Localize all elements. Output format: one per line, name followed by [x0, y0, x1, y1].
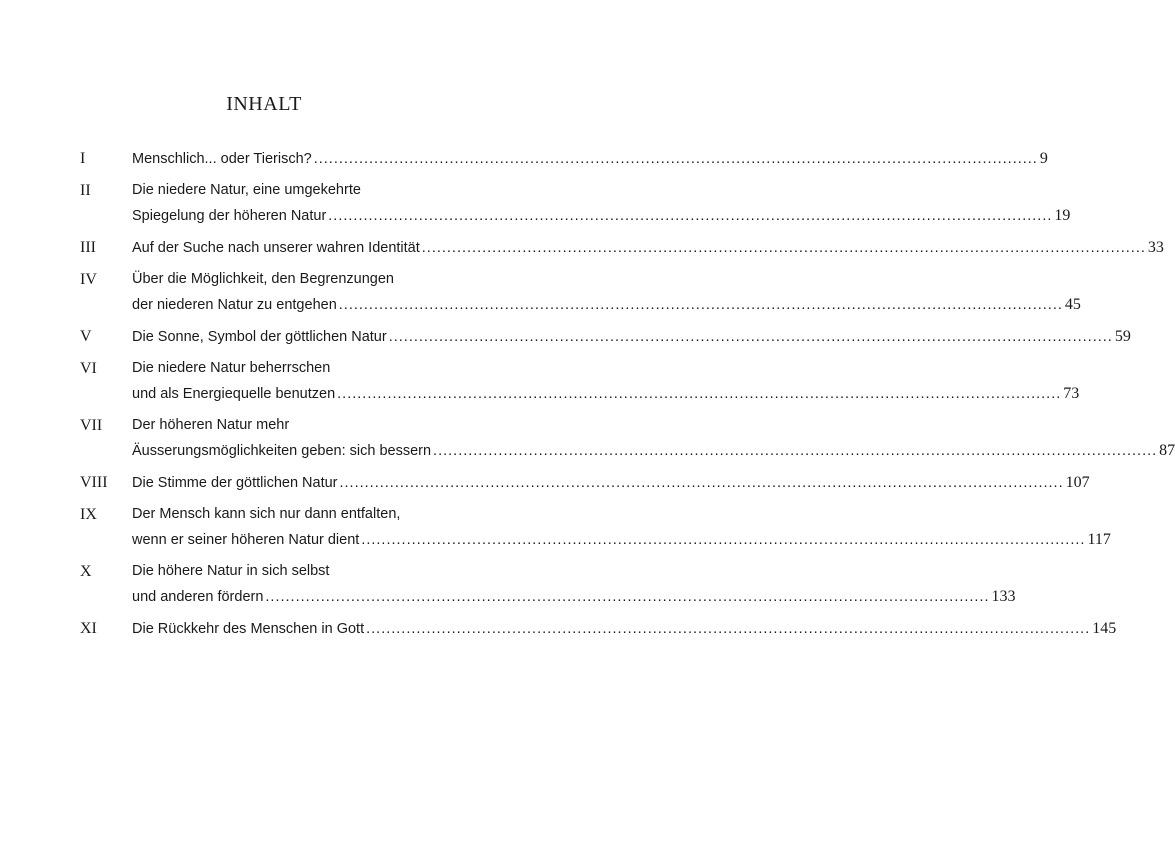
chapter-title-line: Der höheren Natur mehr: [132, 417, 290, 433]
dot-leader: [422, 236, 1146, 261]
table-of-contents: [80, 146, 1175, 648]
chapter-title-line: der niederen Natur zu entgehen: [132, 297, 337, 313]
chapter-title-line: wenn er seiner höheren Natur dient: [132, 532, 360, 548]
toc-entry: [80, 356, 1080, 407]
chapter-title-line: Die höhere Natur in sich selbst: [132, 563, 330, 579]
chapter-title-block: [132, 146, 1048, 172]
toc-entry: [80, 559, 1016, 610]
chapter-title-final-line: [132, 203, 1071, 229]
chapter-numeral: VI: [80, 360, 97, 377]
dot-leader: [265, 585, 989, 610]
chapter-title-line: Über die Möglichkeit, den Begrenzungen: [132, 271, 394, 287]
chapter-title-block: [132, 178, 1071, 229]
chapter-title-final-line: [132, 438, 1175, 464]
chapter-title-line: Auf der Suche nach unserer wahren Identität: [132, 240, 420, 256]
chapter-title-final-line: [132, 381, 1080, 407]
chapter-title-line: Der Mensch kann sich nur dann entfalten,: [132, 506, 401, 522]
chapter-title-block: [132, 616, 1117, 642]
page-number: 59: [1114, 328, 1131, 345]
chapter-title-final-line: [132, 292, 1081, 318]
chapter-title-final-line: [132, 324, 1131, 350]
chapter-numeral: VII: [80, 417, 103, 434]
chapter-title-line: Menschlich... oder Tierisch?: [132, 151, 312, 167]
chapter-title-line: Die Sonne, Symbol der göttlichen Natur: [132, 329, 387, 345]
toc-entry: [80, 413, 1175, 464]
chapter-title-line: und als Energiequelle benutzen: [132, 386, 336, 402]
page-number: 133: [991, 588, 1016, 605]
chapter-numeral: IV: [80, 271, 97, 288]
chapter-title-line: Die Stimme der göttlichen Natur: [132, 475, 338, 491]
chapter-numeral: V: [80, 328, 92, 345]
chapter-numeral: I: [80, 150, 86, 167]
toc-entry: [80, 235, 1164, 261]
dot-leader: [314, 147, 1038, 172]
chapter-title-block: [132, 324, 1131, 350]
dot-leader: [389, 325, 1113, 350]
dot-leader: [433, 439, 1157, 464]
toc-entry: [80, 616, 1117, 642]
chapter-title-block: [132, 470, 1090, 496]
page-number: 33: [1147, 239, 1164, 256]
chapter-title-final-line: [132, 616, 1117, 642]
chapter-title-block: [132, 413, 1175, 464]
toc-entry: [80, 470, 1090, 496]
page-number: 9: [1039, 150, 1048, 167]
toc-entry: [80, 146, 1048, 172]
page-number: 107: [1065, 474, 1090, 491]
chapter-title-block: [132, 235, 1164, 261]
chapter-numeral: VIII: [80, 474, 108, 491]
chapter-title-line: Die niedere Natur beherrschen: [132, 360, 331, 376]
chapter-title-final-line: [132, 146, 1048, 172]
dot-leader: [339, 293, 1063, 318]
chapter-title-line: und anderen fördern: [132, 589, 264, 605]
page-number: 87: [1159, 442, 1175, 459]
chapter-numeral: II: [80, 182, 91, 199]
dot-leader: [337, 382, 1061, 407]
page-number: 73: [1063, 385, 1080, 402]
toc-entry: [80, 324, 1131, 350]
chapter-title-block: [132, 502, 1111, 553]
chapter-title-block: [132, 267, 1081, 318]
chapter-numeral: IX: [80, 506, 97, 523]
dot-leader: [361, 528, 1085, 553]
page-number: 145: [1092, 620, 1117, 637]
chapter-title-final-line: [132, 470, 1090, 496]
chapter-title-final-line: [132, 235, 1164, 261]
toc-entry: [80, 502, 1111, 553]
chapter-title-line: Äusserungsmöglichkeiten geben: sich bessern: [132, 443, 432, 459]
chapter-title-line: Die Rückkehr des Menschen in Gott: [132, 621, 365, 637]
chapter-title-block: [132, 356, 1080, 407]
page-number: 45: [1064, 296, 1081, 313]
page-number: 117: [1087, 531, 1111, 548]
chapter-title-line: Die niedere Natur, eine umgekehrte: [132, 182, 361, 198]
chapter-title-line: Spiegelung der höheren Natur: [132, 208, 327, 224]
dot-leader: [340, 471, 1064, 496]
chapter-title-block: [132, 559, 1016, 610]
dot-leader: [328, 204, 1052, 229]
page-number: 19: [1054, 207, 1071, 224]
toc-entry: [80, 267, 1081, 318]
dot-leader: [366, 617, 1090, 642]
chapter-numeral: XI: [80, 620, 97, 637]
chapter-numeral: X: [80, 563, 92, 580]
chapter-title-final-line: [132, 527, 1111, 553]
toc-entry: [80, 178, 1071, 229]
chapter-numeral: III: [80, 239, 96, 256]
page-title: INHALT: [226, 93, 302, 115]
chapter-title-final-line: [132, 584, 1016, 610]
